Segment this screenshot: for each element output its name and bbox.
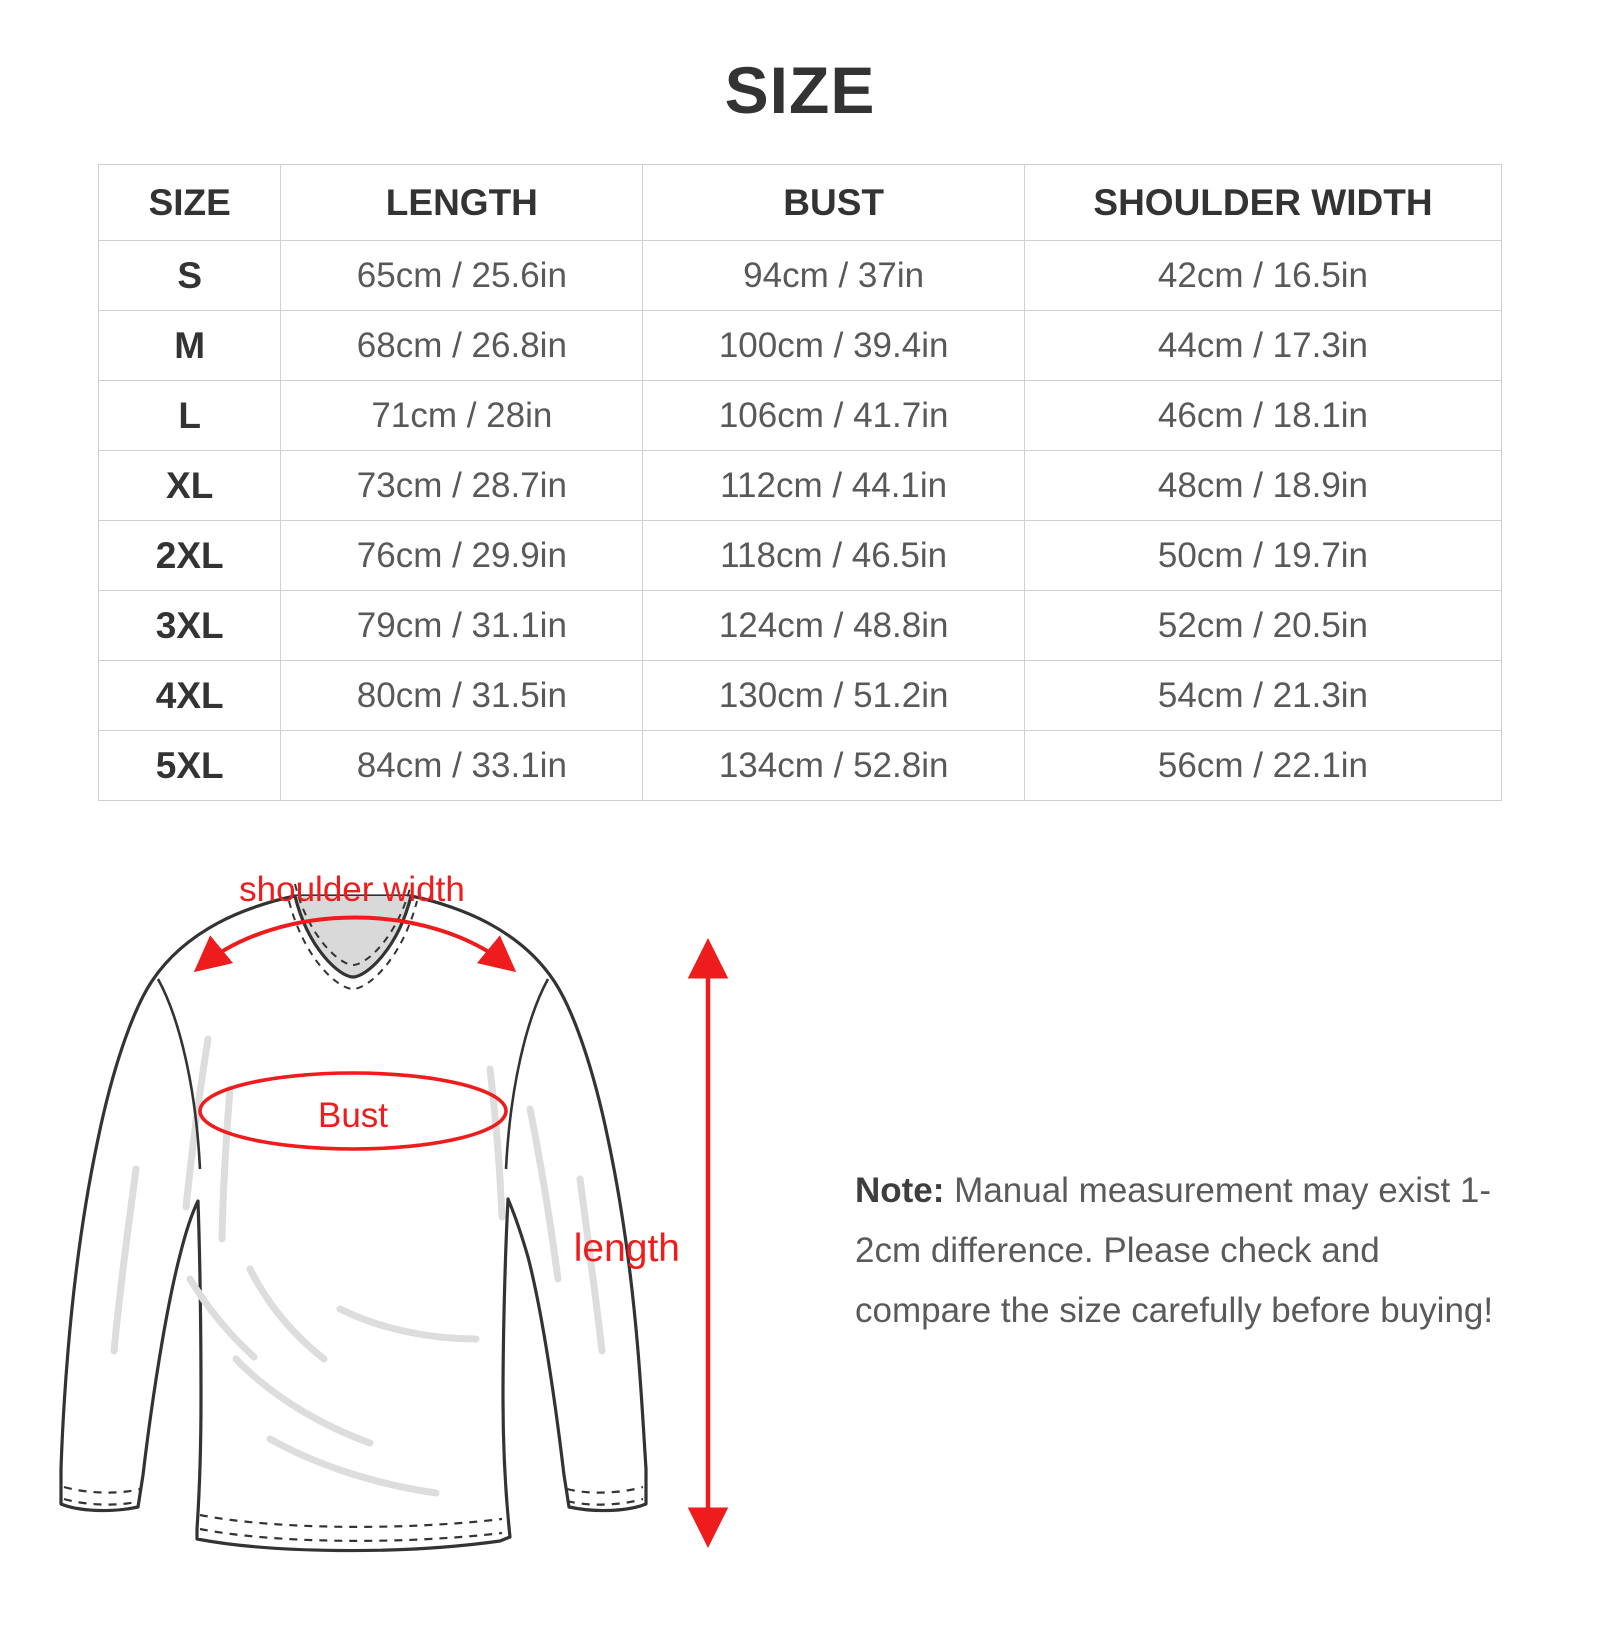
cell-bust: 100cm / 39.4in xyxy=(643,311,1025,381)
size-table-container xyxy=(98,164,1502,801)
cell-bust: 134cm / 52.8in xyxy=(643,731,1025,801)
cell-shoulder: 54cm / 21.3in xyxy=(1024,661,1501,731)
cell-shoulder: 52cm / 20.5in xyxy=(1024,591,1501,661)
cell-length: 76cm / 29.9in xyxy=(281,521,643,591)
length-label: length xyxy=(573,1227,680,1270)
shirt-outline xyxy=(61,896,646,1551)
cell-length: 80cm / 31.5in xyxy=(281,661,643,731)
size-table xyxy=(98,164,1502,801)
cell-length: 65cm / 25.6in xyxy=(281,241,643,311)
cell-shoulder: 42cm / 16.5in xyxy=(1024,241,1501,311)
cell-length: 68cm / 26.8in xyxy=(281,311,643,381)
shirt-illustration xyxy=(40,839,840,1579)
cell-bust: 130cm / 51.2in xyxy=(643,661,1025,731)
page-title: SIZE xyxy=(724,53,876,127)
table-row xyxy=(99,451,1502,521)
column-header-size: SIZE xyxy=(99,165,281,241)
column-header-shoulder: SHOULDER WIDTH xyxy=(1024,165,1501,241)
table-row xyxy=(99,241,1502,311)
cell-shoulder: 46cm / 18.1in xyxy=(1024,381,1501,451)
cell-length: 71cm / 28in xyxy=(281,381,643,451)
cell-size: 4XL xyxy=(99,661,281,731)
cell-bust: 118cm / 46.5in xyxy=(643,521,1025,591)
cell-bust: 106cm / 41.7in xyxy=(643,381,1025,451)
cell-shoulder: 50cm / 19.7in xyxy=(1024,521,1501,591)
cell-size: S xyxy=(99,241,281,311)
cell-shoulder: 44cm / 17.3in xyxy=(1024,311,1501,381)
measurement-diagram xyxy=(0,839,1600,1579)
table-row xyxy=(99,591,1502,661)
cell-size: 2XL xyxy=(99,521,281,591)
table-body xyxy=(99,241,1502,801)
cell-length: 73cm / 28.7in xyxy=(281,451,643,521)
note-block xyxy=(855,1161,1495,1341)
note-label: Note: xyxy=(855,1171,945,1210)
cell-size: L xyxy=(99,381,281,451)
cell-bust: 112cm / 44.1in xyxy=(643,451,1025,521)
column-header-length: LENGTH xyxy=(281,165,643,241)
shoulder-width-label: shoulder width xyxy=(239,870,465,909)
table-row xyxy=(99,381,1502,451)
cell-size: M xyxy=(99,311,281,381)
cell-size: XL xyxy=(99,451,281,521)
cell-size: 5XL xyxy=(99,731,281,801)
note-text: Manual measurement may exist 1-2cm difference. Please check and compare the size carefully before buying! xyxy=(855,1171,1494,1330)
cell-length: 84cm / 33.1in xyxy=(281,731,643,801)
cell-shoulder: 56cm / 22.1in xyxy=(1024,731,1501,801)
table-header xyxy=(99,165,1502,241)
cell-bust: 124cm / 48.8in xyxy=(643,591,1025,661)
cell-size: 3XL xyxy=(99,591,281,661)
table-header-row xyxy=(99,165,1502,241)
table-row xyxy=(99,521,1502,591)
table-row xyxy=(99,311,1502,381)
bust-label: Bust xyxy=(317,1096,389,1135)
table-row xyxy=(99,661,1502,731)
table-row xyxy=(99,731,1502,801)
cell-shoulder: 48cm / 18.9in xyxy=(1024,451,1501,521)
column-header-bust: BUST xyxy=(643,165,1025,241)
cell-length: 79cm / 31.1in xyxy=(281,591,643,661)
cell-bust: 94cm / 37in xyxy=(643,241,1025,311)
